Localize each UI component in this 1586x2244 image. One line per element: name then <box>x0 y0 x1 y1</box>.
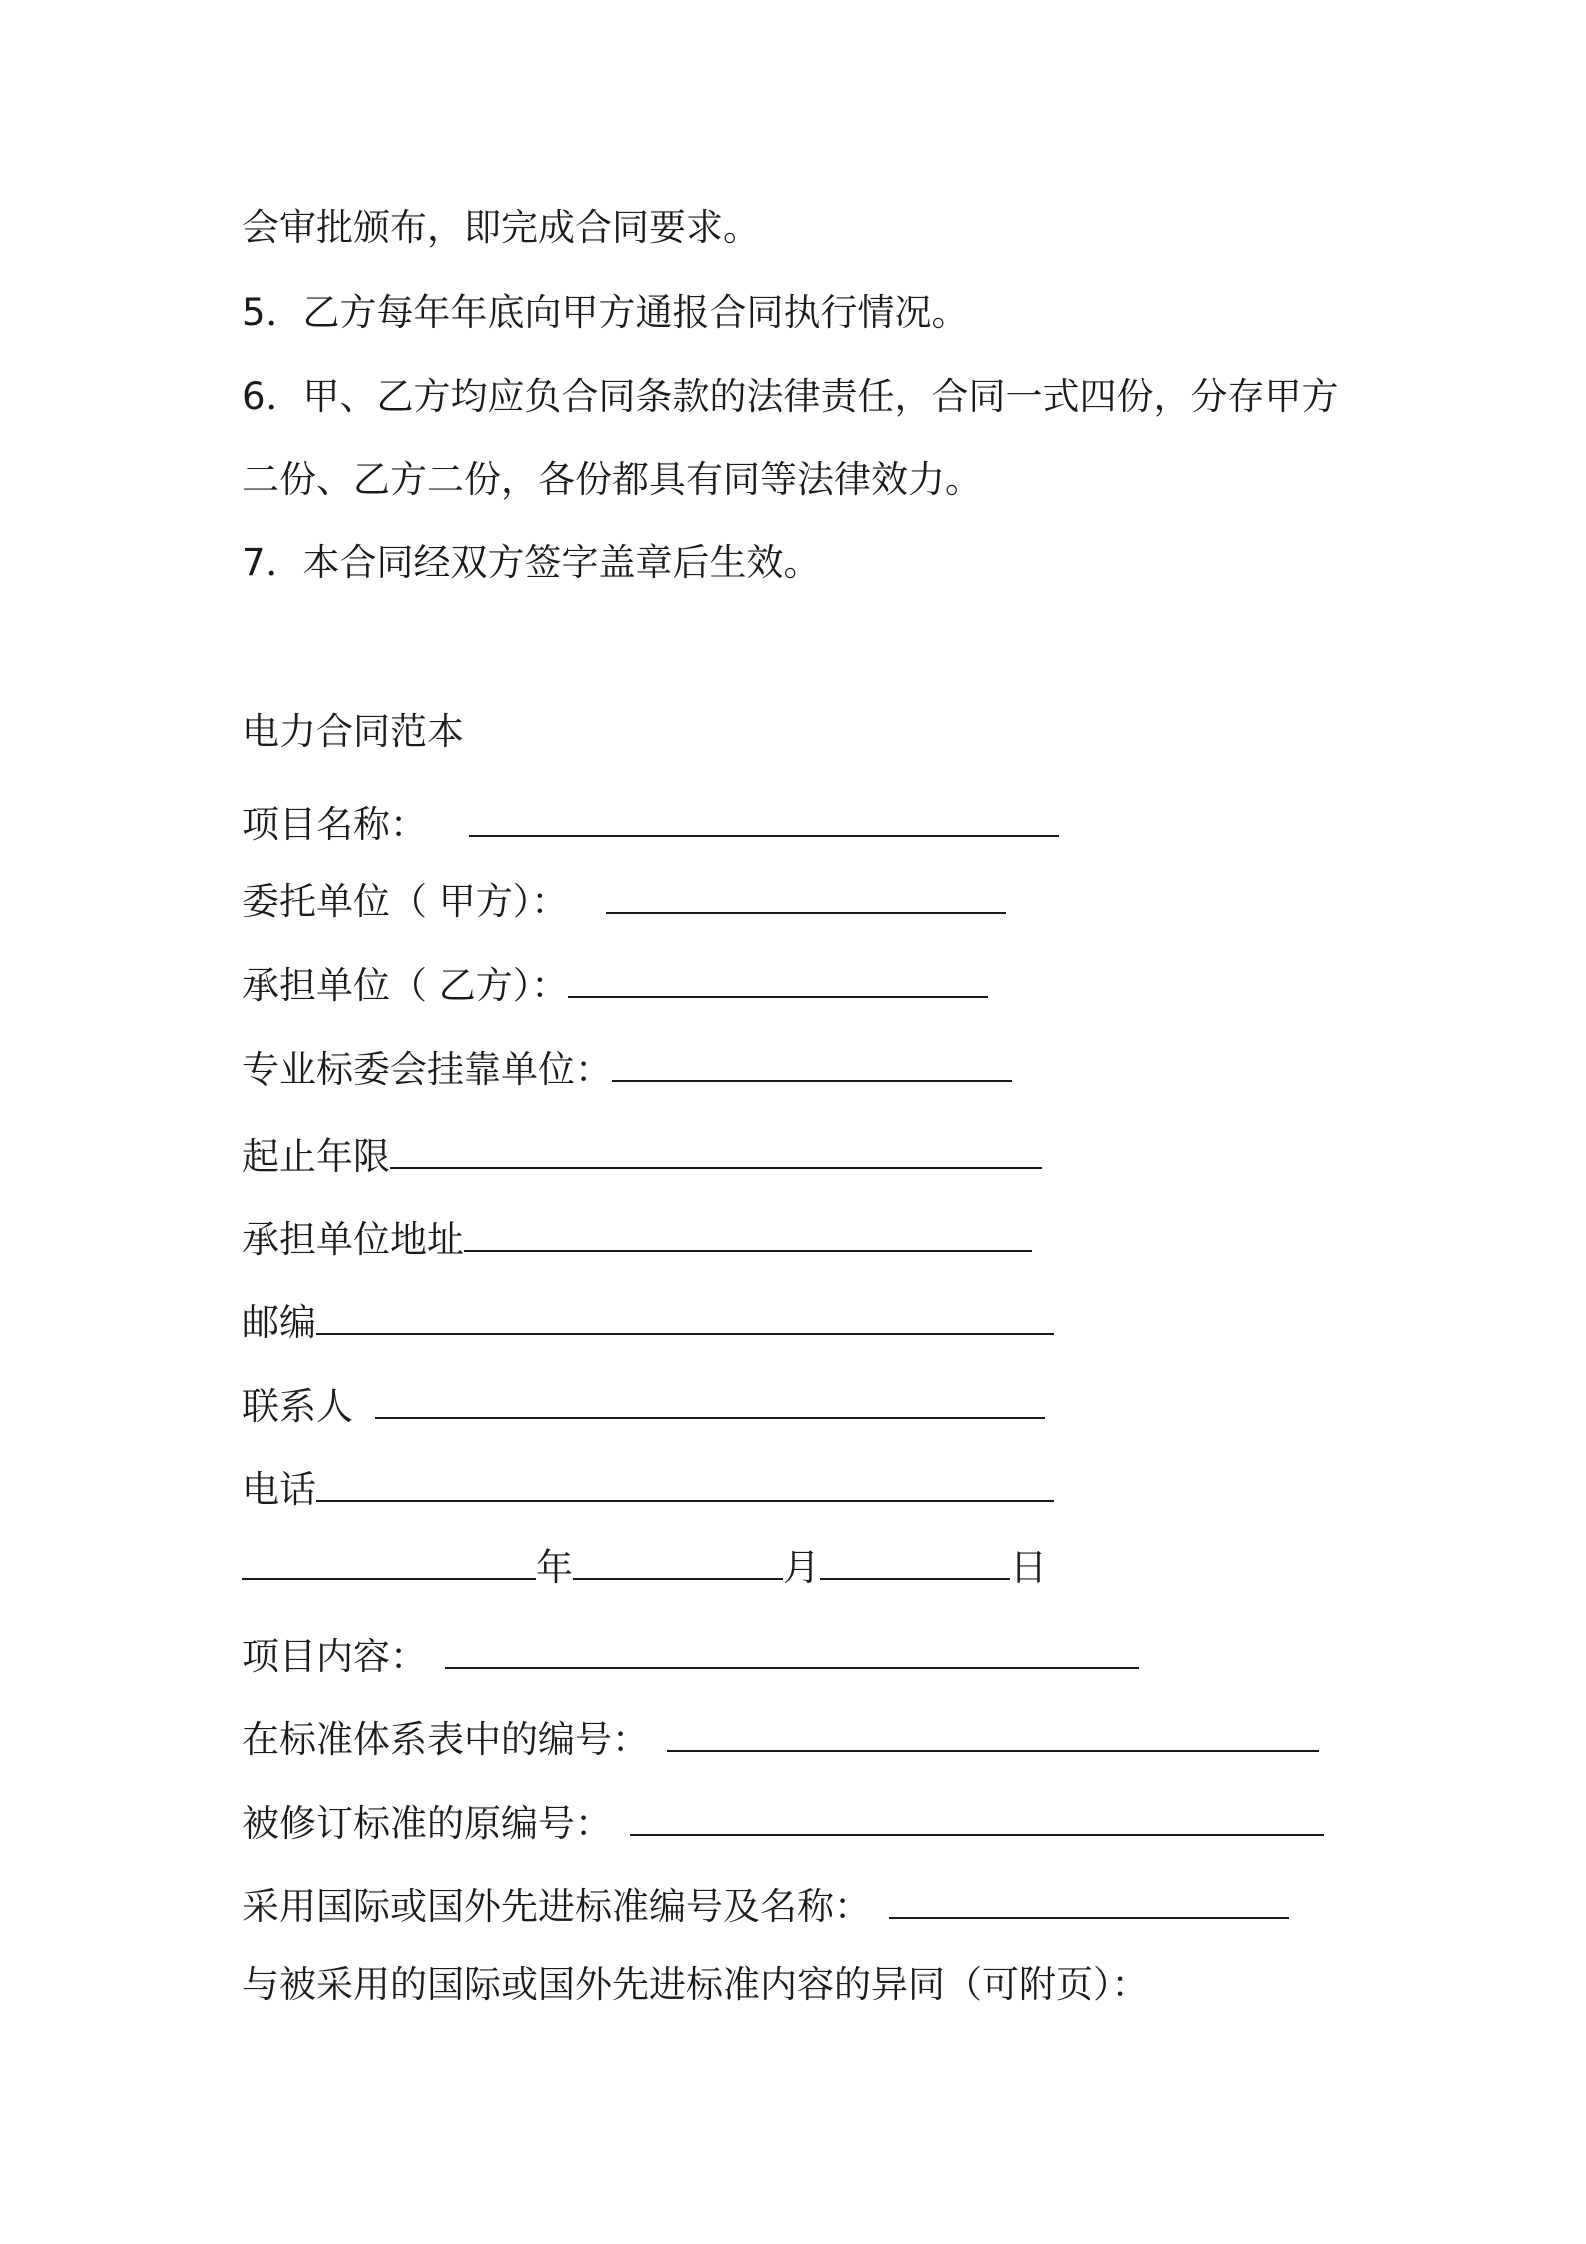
field-differences: 与被采用的国际或国外先进标准内容的异同（可附页）： <box>242 1963 1149 2006</box>
fill-in-blank[interactable] <box>375 1385 1045 1419</box>
year-blank[interactable] <box>242 1546 536 1580</box>
field-content <box>242 1632 1139 1682</box>
fill-in-blank[interactable] <box>469 803 1059 837</box>
field-system-number <box>242 1715 1319 1765</box>
field-phone <box>242 1465 1054 1515</box>
field-label: 邮编 <box>242 1301 316 1344</box>
clause-6-line-1: 6．甲、乙方均应负合同条款的法律责任，合同一式四份，分存甲方 <box>242 375 1339 418</box>
field-label: 起止年限 <box>242 1135 390 1178</box>
field-label: 电话 <box>242 1468 316 1511</box>
field-label: 联系人 <box>242 1385 353 1428</box>
fill-in-blank[interactable] <box>606 880 1006 914</box>
fill-in-blank[interactable] <box>568 964 988 998</box>
field-label: 项目内容： <box>242 1635 427 1678</box>
month-label: 月 <box>783 1546 820 1589</box>
day-label: 日 <box>1010 1546 1047 1589</box>
fill-in-blank[interactable] <box>390 1135 1042 1169</box>
fill-in-blank[interactable] <box>464 1218 1032 1252</box>
fill-in-blank[interactable] <box>667 1718 1319 1752</box>
field-postcode <box>242 1298 1054 1348</box>
fill-in-blank[interactable] <box>316 1468 1054 1502</box>
field-contact <box>242 1382 1045 1432</box>
field-address <box>242 1215 1032 1265</box>
field-label: 委托单位（ 甲方）： <box>242 880 569 923</box>
clause-6-line-2: 二份、乙方二份，各份都具有同等法律效力。 <box>242 458 982 501</box>
field-label: 项目名称： <box>242 803 427 846</box>
fill-in-blank[interactable] <box>612 1048 1012 1082</box>
field-date <box>242 1543 1047 1593</box>
field-client <box>242 877 1006 927</box>
fill-in-blank[interactable] <box>316 1301 1054 1335</box>
fill-in-blank[interactable] <box>445 1635 1139 1669</box>
document-title: 电力合同范本 <box>242 710 464 753</box>
field-label: 在标准体系表中的编号： <box>242 1718 649 1761</box>
year-label: 年 <box>536 1546 573 1589</box>
clause-5: 5．乙方每年年底向甲方通报合同执行情况。 <box>242 291 969 334</box>
field-label: 承担单位地址 <box>242 1218 464 1261</box>
field-intl-standard <box>242 1882 1289 1932</box>
fill-in-blank[interactable] <box>630 1802 1324 1836</box>
day-blank[interactable] <box>820 1546 1010 1580</box>
field-label: 专业标委会挂靠单位： <box>242 1048 612 1091</box>
field-period <box>242 1132 1042 1182</box>
field-project-name <box>242 800 1059 850</box>
field-label: 被修订标准的原编号： <box>242 1802 612 1845</box>
field-contractor <box>242 961 988 1011</box>
field-label: 采用国际或国外先进标准编号及名称： <box>242 1885 871 1928</box>
field-original-number <box>242 1799 1324 1849</box>
field-label: 承担单位（ 乙方）： <box>242 964 569 1007</box>
month-blank[interactable] <box>573 1546 783 1580</box>
fill-in-blank[interactable] <box>889 1885 1289 1919</box>
paragraph-continuation: 会审批颁布，即完成合同要求。 <box>242 206 760 249</box>
clause-7: 7．本合同经双方签字盖章后生效。 <box>242 541 821 584</box>
field-committee <box>242 1045 1012 1095</box>
